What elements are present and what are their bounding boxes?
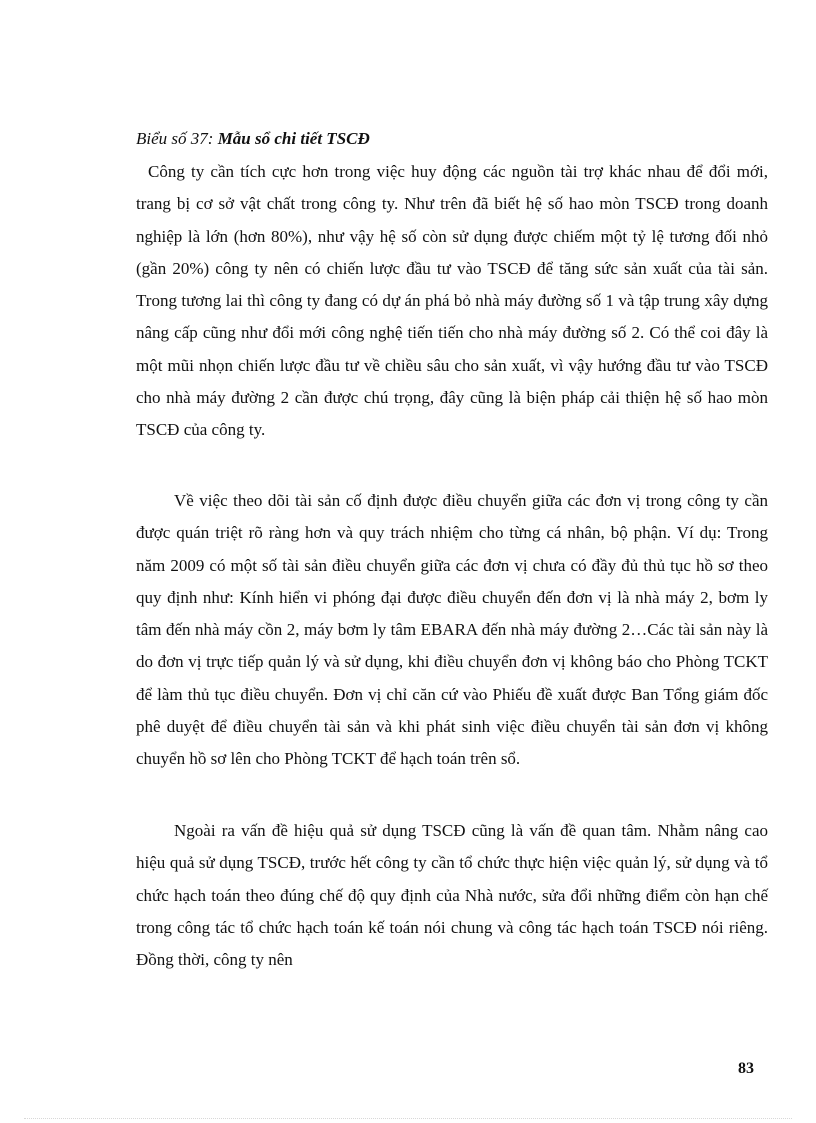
caption-label: Biểu số 37: <box>136 129 218 148</box>
body-paragraph-2: Về việc theo dõi tài sản cố định được điều chuyển giữa các đơn vị trong công ty cần được quán triệt rõ ràng hơn và quy trách nhiệm cho từng cá nhân, bộ phận. Ví dụ: Trong năm 2009 có một số tài sản điều chuyển giữa các đơn vị chưa có đầy đủ thủ tục hồ sơ theo quy định như: Kính hiển vi phóng đại được điều chuyển đến đơn vị là nhà máy 2, bơm ly tâm đến nhà máy cồn 2, máy bơm ly tâm EBARA đến nhà máy đường 2…Các tài sản này là do đơn vị trực tiếp quản lý và sử dụng, khi điều chuyển đơn vị không báo cho Phòng TCKT để làm thủ tục điều chuyển. Đơn vị chỉ căn cứ vào Phiếu đề xuất được Ban Tổng giám đốc phê duyệt để điều chuyển tài sản và khi phát sinh việc điều chuyển tài sản đơn vị không chuyển hồ sơ lên cho Phòng TCKT để hạch toán trên sổ. <box>136 491 768 769</box>
page-bottom-divider <box>24 1118 792 1119</box>
figure-caption <box>136 127 736 151</box>
body-paragraph-3: Ngoài ra vấn đề hiệu quả sử dụng TSCĐ cũng là vấn đề quan tâm. Nhằm nâng cao hiệu quả sử dụng TSCĐ, trước hết công ty cần tổ chức thực hiện việc quản lý, sử dụng và tổ chức hạch toán theo đúng chế độ quy định của Nhà nước, sửa đổi những điểm còn hạn chế trong công tác tổ chức hạch toán kế toán nói chung và công tác hạch toán TSCĐ nói riêng. Đồng thời, công ty nên <box>136 821 768 970</box>
body-paragraph-1: Công ty cần tích cực hơn trong việc huy động các nguồn tài trợ khác nhau để đổi mới, trang bị cơ sở vật chất trong công ty. Như trên đã biết hệ số hao mòn TSCĐ trong doanh nghiệp là lớn (hơn 80%), như vậy hệ số còn sử dụng được chiếm một tỷ lệ tương đối nhỏ (gần 20%) công ty nên có chiến lược đầu tư vào TSCĐ để tăng sức sản xuất của tài sản. Trong tương lai thì công ty đang có dự án phá bỏ nhà máy đường số 1 và tập trung xây dựng nâng cấp cũng như đổi mới công nghệ tiến tiến cho nhà máy đường số 2. Có thể coi đây là một mũi nhọn chiến lược đầu tư về chiều sâu cho sản xuất, vì vậy hướng đầu tư vào TSCĐ cho nhà máy đường 2 cần được chú trọng, đây cũng là biện pháp cải thiện hệ số hao mòn TSCĐ của công ty. <box>136 162 768 440</box>
page-number: 83 <box>738 1060 754 1077</box>
caption-title: Mẫu sổ chi tiết TSCĐ <box>217 129 370 148</box>
